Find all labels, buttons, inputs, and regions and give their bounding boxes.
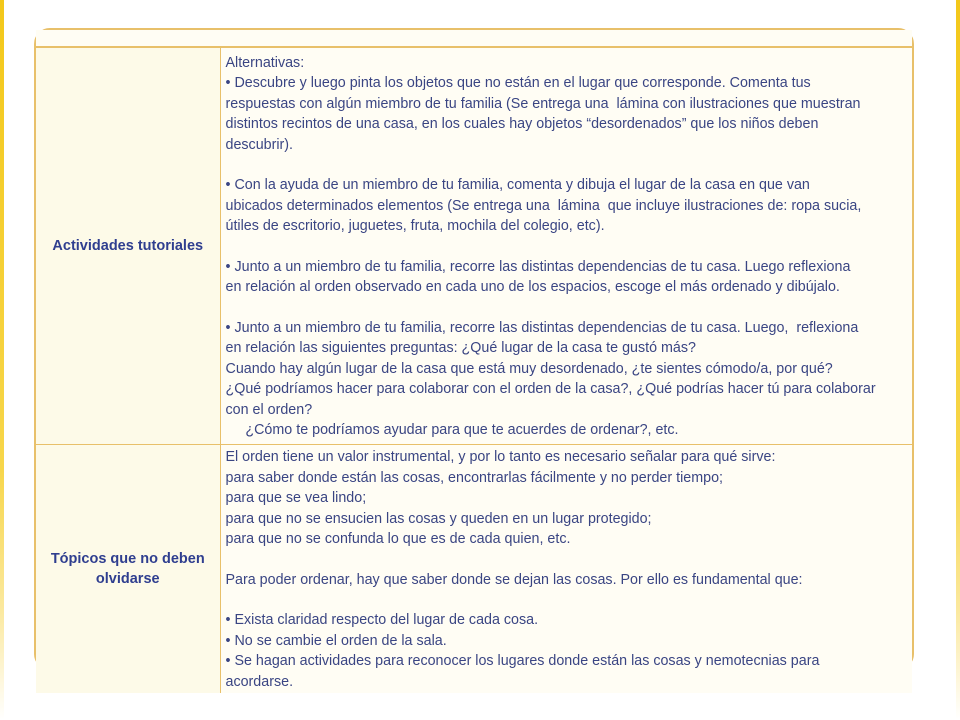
blank-line (226, 590, 907, 610)
right-edge-stripe (956, 0, 960, 720)
content-line: distintos recintos de una casa, en los cuales hay objetos “desordenados” que los niños deben (225, 116, 819, 132)
content-line: • Se hagan actividades para reconocer los lugares donde están las cosas y nemotecnias para (225, 653, 820, 669)
content-line: • No se cambie el orden de la sala. (225, 632, 447, 649)
content-line: para que no se ensucien las cosas y queden en un lugar protegido; (225, 510, 652, 527)
content-line: ¿Cómo te podríamos ayudar para que te acuerdes de ordenar?, etc. (225, 422, 679, 438)
table-row-actividades (36, 48, 912, 445)
row-label-actividades: Actividades tutoriales (36, 48, 220, 445)
blank-line (226, 298, 907, 318)
content-line: ubicados determinados elementos (Se entrega una lámina que incluye ilustraciones de: ropa sucia, (225, 197, 862, 214)
content-line: para que se vea lindo; (225, 490, 367, 506)
content-line: acordarse. (225, 673, 294, 690)
content-line: • Junto a un miembro de tu familia, recorre las distintas dependencias de tu casa. Luego, reflexiona (225, 319, 859, 336)
content-line: descubrir). (225, 136, 294, 153)
content-line: Para poder ordenar, hay que saber donde se dejan las cosas. Por ello es fundamental que: (225, 571, 803, 588)
content-line: útiles de escritorio, juguetes, fruta, mochila del colegio, etc). (225, 218, 605, 234)
content-line: respuestas con algún miembro de tu familia (Se entrega una lámina con ilustraciones que muestran (225, 95, 861, 112)
content-line: • Descubre y luego pinta los objetos que no están en el lugar que corresponde. Comenta tus (225, 75, 811, 91)
blank-line (226, 155, 907, 175)
left-edge-stripe (0, 0, 4, 720)
row-content-actividades (220, 48, 912, 445)
blank-line (226, 550, 907, 570)
blank-line (226, 237, 907, 257)
content-line: ¿Qué podríamos hacer para colaborar con el orden de la casa?, ¿Qué podrías hacer tú para colaborar (225, 381, 876, 397)
row-label-topicos: Tópicos que no deben olvidarse (36, 445, 220, 694)
content-line: en relación las siguientes preguntas: ¿Qué lugar de la casa te gustó más? (225, 340, 696, 356)
activity-table (36, 48, 912, 693)
content-line: • Junto a un miembro de tu familia, recorre las distintas dependencias de tu casa. Luego reflexiona (225, 258, 851, 275)
content-line: Alternativas: (225, 54, 305, 71)
row-content-topicos (220, 445, 912, 694)
content-line: • Con la ayuda de un miembro de tu familia, comenta y dibuja el lugar de la casa en que van (225, 177, 810, 193)
content-line: para saber donde están las cosas, encontrarlas fácilmente y no perder tiempo; (225, 469, 723, 486)
content-line: • Exista claridad respecto del lugar de cada cosa. (225, 612, 539, 628)
content-line: El orden tiene un valor instrumental, y por lo tanto es necesario señalar para qué sirve: (225, 449, 776, 465)
content-line: Cuando hay algún lugar de la casa que está muy desordenado, ¿te sientes cómodo/a, por qué? (225, 360, 833, 377)
table-row-topicos (36, 445, 912, 694)
activity-table-card (34, 28, 914, 690)
content-line: para que no se confunda lo que es de cada quien, etc. (225, 531, 571, 547)
content-line: en relación al orden observado en cada uno de los espacios, escoge el más ordenado y dibújalo. (225, 279, 840, 295)
table-top-band (36, 30, 912, 48)
content-line: con el orden? (225, 401, 313, 418)
